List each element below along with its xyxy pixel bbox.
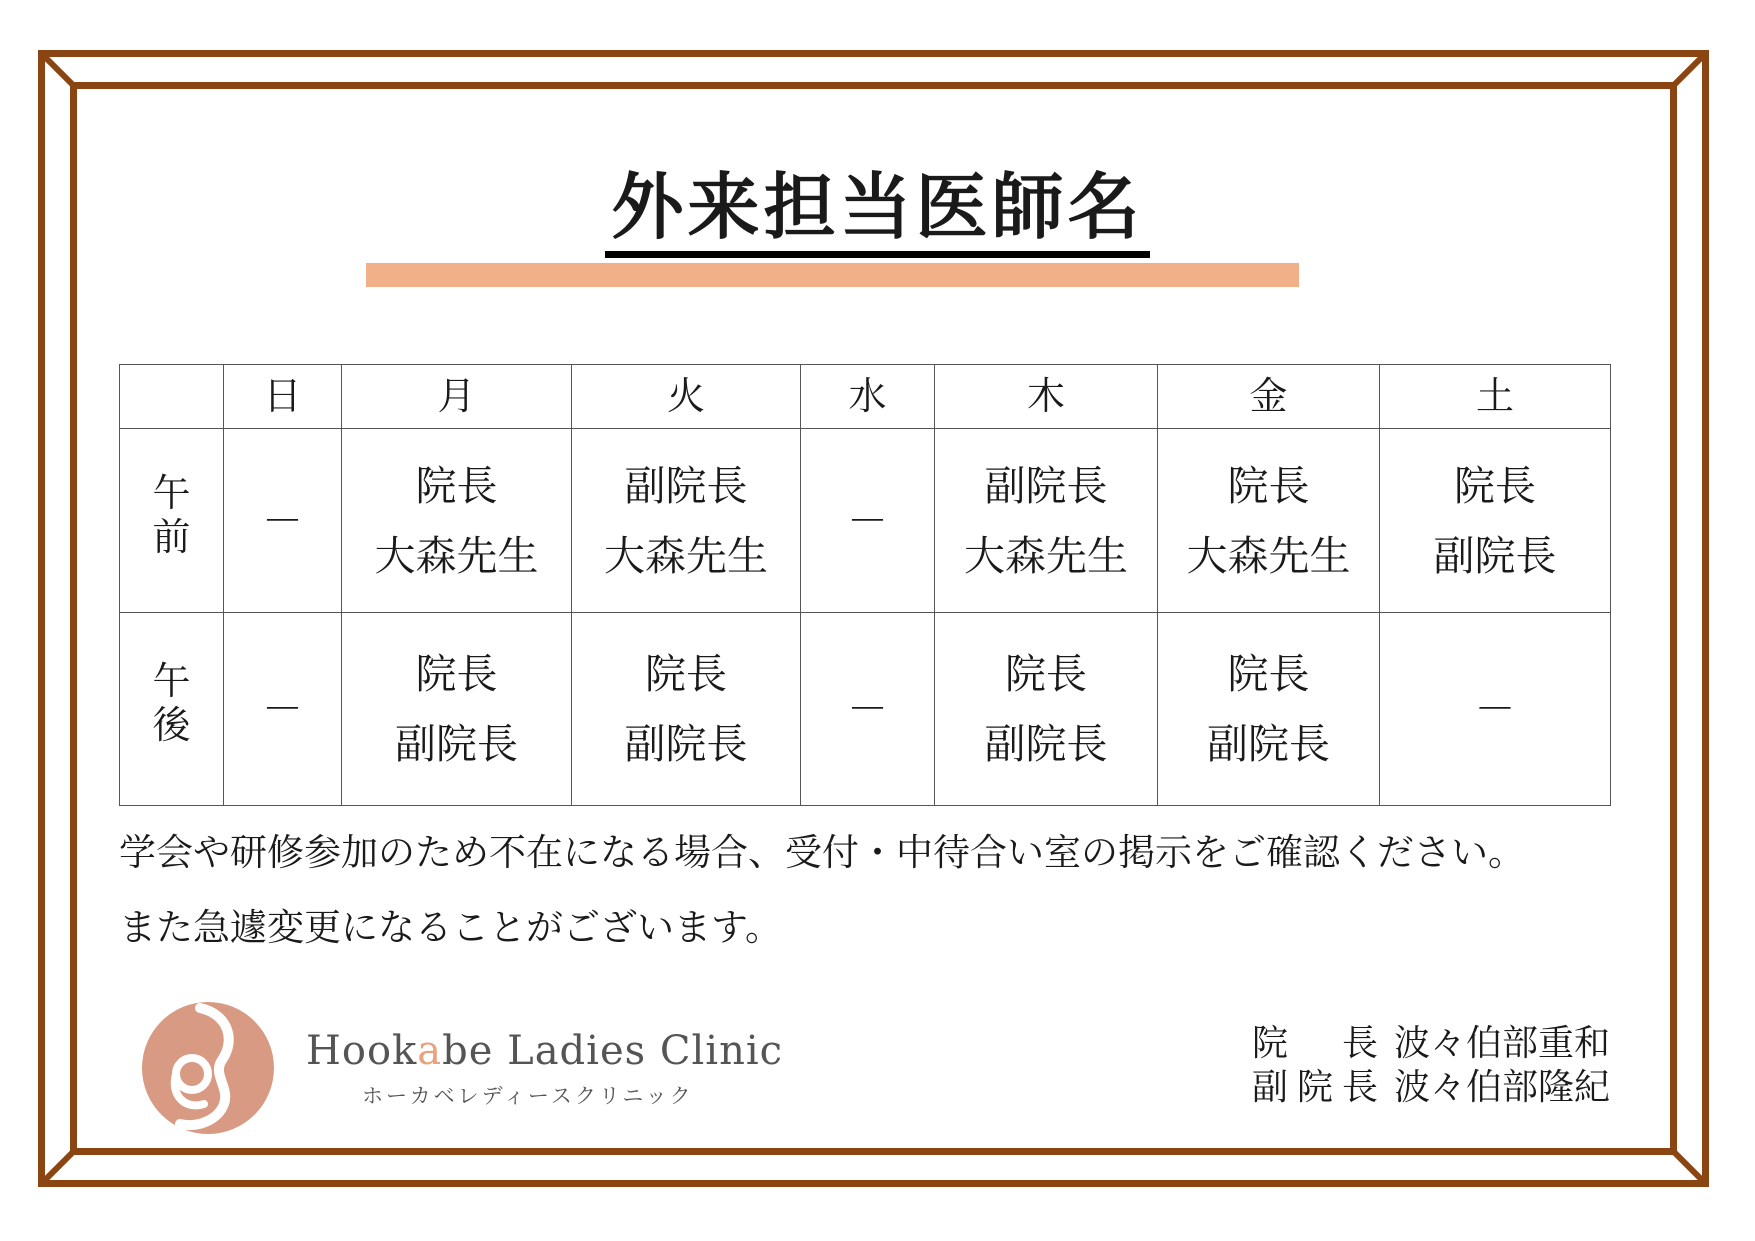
schedule-cell <box>224 613 342 806</box>
staff-name: 波々伯部重和 <box>1394 1023 1611 1064</box>
period-cell-pm <box>120 613 224 806</box>
day-header-sun: 日 <box>224 365 342 429</box>
schedule-cell <box>935 613 1158 806</box>
schedule-cell <box>572 429 801 613</box>
schedule-cell <box>1158 613 1380 806</box>
schedule-table <box>119 364 1611 806</box>
staff-name: 波々伯部隆紀 <box>1394 1067 1611 1108</box>
day-header-wed: 水 <box>801 365 935 429</box>
period-label: 午後 <box>152 659 191 747</box>
page-title: 外来担当医師名 <box>0 165 1755 258</box>
period-cell-am <box>120 429 224 613</box>
notice-line: 学会や研修参加のため不在になる場合、受付・中待合い室の掲示をご確認ください。 <box>119 831 1525 874</box>
schedule-cell <box>1158 429 1380 613</box>
cell-text: 副院長 <box>1433 531 1557 580</box>
schedule-cell <box>935 429 1158 613</box>
cell-text: － <box>847 685 888 733</box>
day-header-tue: 火 <box>572 365 801 429</box>
cell-text: 院長 <box>415 650 498 698</box>
notice-line: また急遽変更になることがございます。 <box>119 906 783 949</box>
cell-text: 大森先生 <box>374 531 539 580</box>
schedule-cell <box>342 613 572 806</box>
clinic-name-part: be Ladies Clinic <box>442 1028 784 1074</box>
cell-text: 副院長 <box>984 461 1108 510</box>
corner-cell <box>120 365 224 429</box>
staff-role: 副院長 <box>1252 1067 1378 1108</box>
day-header-mon: 月 <box>342 365 572 429</box>
title-accent-bar <box>366 263 1299 287</box>
cell-text: 副院長 <box>1207 720 1330 768</box>
staff-list <box>1252 1022 1610 1110</box>
cell-text: － <box>1474 685 1516 733</box>
clinic-name-en <box>306 1028 783 1074</box>
cell-text: 副院長 <box>395 720 518 768</box>
day-header-fri: 金 <box>1158 365 1380 429</box>
cell-text: 院長 <box>1454 461 1536 510</box>
cell-text: 副院長 <box>984 720 1108 768</box>
schedule-cell <box>1380 429 1611 613</box>
staff-row <box>1252 1066 1610 1110</box>
schedule-cell <box>224 429 342 613</box>
cell-text: 院長 <box>1227 461 1310 510</box>
cell-text: 院長 <box>1005 650 1087 698</box>
staff-row <box>1252 1022 1610 1066</box>
schedule-cell <box>801 429 935 613</box>
notice-text <box>119 815 1525 965</box>
cell-text: － <box>262 685 303 733</box>
cell-text: 院長 <box>415 461 498 510</box>
table-row-pm <box>120 613 1611 806</box>
clinic-name-ja: ホーカベレディースクリニック <box>362 1084 694 1108</box>
cell-text: － <box>262 496 303 545</box>
period-label: 午前 <box>152 470 191 559</box>
clinic-name-part: Hook <box>306 1028 418 1074</box>
cell-text: 大森先生 <box>1186 531 1351 580</box>
cell-text: 副院長 <box>624 461 748 510</box>
cell-text: 大森先生 <box>964 531 1128 580</box>
day-header-sat: 土 <box>1380 365 1611 429</box>
cell-text: 大森先生 <box>604 531 768 580</box>
schedule-cell <box>801 613 935 806</box>
clinic-name-accent: a <box>417 1028 443 1074</box>
cell-text: 院長 <box>1227 650 1310 698</box>
cell-text: 院長 <box>645 650 727 698</box>
schedule-cell <box>572 613 801 806</box>
table-row-am <box>120 429 1611 613</box>
schedule-cell <box>342 429 572 613</box>
cell-text: 副院長 <box>624 720 748 768</box>
cell-text: － <box>847 496 888 545</box>
header-row <box>120 365 1611 429</box>
mother-child-icon <box>140 1000 276 1136</box>
day-header-thu: 木 <box>935 365 1158 429</box>
staff-role: 院長 <box>1252 1023 1378 1064</box>
schedule-cell <box>1380 613 1611 806</box>
